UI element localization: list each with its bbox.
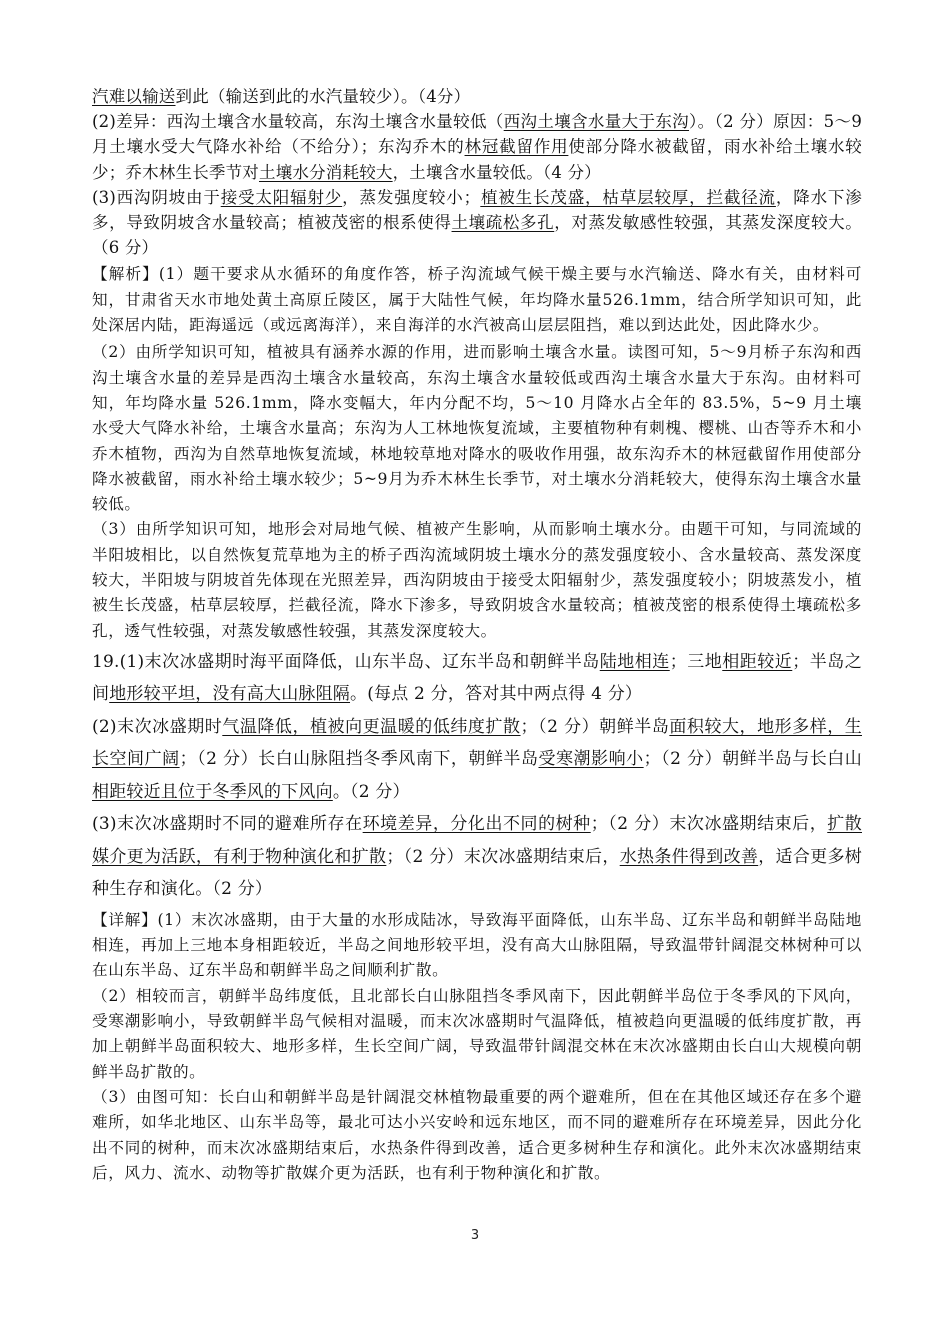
- answer-page: [92, 84, 862, 1186]
- underlined-keypoint: 陆地相连: [599, 651, 670, 672]
- underlined-keypoint: 受寒潮影响小: [538, 749, 644, 770]
- q18-analysis-1: 【解析】(1）题干要求从水循环的角度作答，桥子沟流域气候干燥主要与水汽输送、降水有关，由材料可知，甘肃省天水市地处黄土高原丘陵区，属于大陆性气候，年均降水量526.1mm，结合所学知识可知，此处深居内陆，距海遥远（或远离海洋），来自海洋的水汽被高山层层阻挡，难以到达此处，因此降水少。: [92, 265, 862, 335]
- underlined-keypoint: 水热条件得到改善: [619, 846, 759, 867]
- underlined-keypoint: 林冠截留作用: [464, 137, 569, 157]
- underlined-keypoint: 面积较大，地形多样，生长空间广阔: [92, 716, 862, 770]
- underlined-keypoint: 土壤疏松多孔: [451, 213, 555, 233]
- underlined-keypoint: 汽难以输送: [92, 87, 176, 106]
- q19-detail-1: 【详解】(1）末次冰盛期，由于大量的水形成陆冰，导致海平面降低，山东半岛、辽东半岛和朝鲜半岛陆地相连，再加上三地本身相距较近，半岛之间地形较平坦，没有高大山脉阻隔，导致温带针阔混交林树种可以在山东半岛、辽东半岛和朝鲜半岛之间顺利扩散。: [92, 910, 862, 980]
- underlined-keypoint: 接受太阳辐射少: [220, 187, 343, 207]
- underlined-keypoint: 植被生长茂盛，枯草层较厚，拦截径流: [480, 187, 776, 207]
- q19-answer-1: 19.(1)末次冰盛期时海平面降低，山东半岛、辽东半岛和朝鲜半岛陆地相连；三地相距较近；半岛之间地形较平坦，没有高大山脉阻隔。(每点 2 分，答对其中两点得 4 分）: [92, 651, 862, 705]
- underlined-keypoint: 扩散媒介更为活跃，有利于物种演化和扩散: [92, 814, 862, 867]
- q19-detail-2: （2）相较而言，朝鲜半岛纬度低，且北部长白山脉阻挡冬季风南下，因此朝鲜半岛位于冬季风的下风向，受寒潮影响小，导致朝鲜半岛气候相对温暖，而末次冰盛期时气温降低，植被趋向更温暖的低纬度扩散，再加上朝鲜半岛面积较大、地形多样，生长空间广阔，导致温带针阔混交林在末次冰盛期由长白山大规模向朝鲜半岛扩散的。: [92, 986, 862, 1081]
- underlined-keypoint: 土壤水分消耗较大: [259, 162, 393, 182]
- underlined-keypoint: 西沟土壤含水量大于东沟: [503, 112, 690, 132]
- q18-answer-1-continued: 汽难以输送到此（输送到此的水汽量较少）。（4分）: [92, 87, 471, 106]
- underlined-keypoint: 环境差异，分化出不同的树种: [362, 814, 591, 835]
- underlined-keypoint: 相距较近且位于冬季风的下风向: [92, 781, 333, 802]
- underlined-keypoint: 相距较近: [722, 651, 793, 672]
- q18-answer-3: (3)西沟阴坡由于接受太阳辐射少，蒸发强度较小；植被生长茂盛，枯草层较厚，拦截径流，降水下渗多，导致阴坡含水量较高；植被茂密的根系使得土壤疏松多孔，对蒸发敏感性较强，其蒸发深度较大。（6 分）: [92, 187, 863, 258]
- q18-analysis-3: （3）由所学知识可知，地形会对局地气候、植被产生影响，从而影响土壤水分。由题干可知，与同流域的半阳坡相比，以自然恢复荒草地为主的桥子西沟流域阴坡土壤水分的蒸发强度较小、含水量较高、蒸发深度较大，半阳坡与阴坡首先体现在光照差异，西沟阴坡由于接受太阳辐射少，蒸发强度较小；阴坡蒸发小，植被生长茂盛，枯草层较厚，拦截径流，降水下渗多，导致阴坡含水量较高；植被茂密的根系使得土壤疏松多孔，透气性较强，对蒸发敏感性较强，其蒸发深度较大。: [92, 520, 862, 640]
- q19-answer-3: (3)末次冰盛期时不同的避难所存在环境差异，分化出不同的树种；（2 分）末次冰盛期结束后，扩散媒介更为活跃，有利于物种演化和扩散；（2 分）末次冰盛期结束后，水热条件得到改善，适合更多树种生存和演化。（2 分）: [92, 814, 862, 900]
- q18-answer-2: (2)差异：西沟土壤含水量较高，东沟土壤含水量较低（西沟土壤含水量大于东沟）。（2 分）原因：5～9 月土壤水受大气降水补给（不给分）；东沟乔木的林冠截留作用使部分降水被截留，雨水补给土壤水较少；乔木林生长季节对土壤水分消耗较大，土壤含水量较低。（4 分）: [92, 112, 863, 182]
- q18-analysis-2: （2）由所学知识可知，植被具有涵养水源的作用，进而影响土壤含水量。读图可知，5～9月桥子东沟和西沟土壤含水量的差异是西沟土壤含水量较高，东沟土壤含水量较低或西沟土壤含水量大于东沟。由材料可知，年均降水量 526.1mm，降水变幅大，年内分配不均，5～10 月降水占全年的 83.5%，5~9 月土壤水受大气降水补给，土壤含水量高；东沟为人工林地恢复流域，主要植物种有刺槐、樱桃、山杏等乔木和小乔木植物，西沟为自然草地恢复流域，林地较草地对降水的吸收作用强，故东沟乔木的林冠截留作用使部分降水被截留，雨水补给土壤水较少；5~9月为乔木林生长季节，对土壤水分消耗较大，使得东沟土壤含水量较低。: [92, 343, 862, 514]
- page-number: 3: [470, 1228, 480, 1243]
- q19-answer-2: (2)末次冰盛期时气温降低，植被向更温暖的低纬度扩散；（2 分）朝鲜半岛面积较大，地形多样，生长空间广阔；（2 分）长白山脉阻挡冬季风南下，朝鲜半岛受寒潮影响小；（2 分）朝鲜半岛与长白山相距较近且位于冬季风的下风向。（2 分）: [92, 716, 863, 802]
- underlined-keypoint: 地形较平坦，没有高大山脉阻隔: [109, 684, 351, 705]
- q19-detail-3: （3）由图可知：长白山和朝鲜半岛是针阔混交林植物最重要的两个避难所，但在在其他区域还存在多个避难所，如华北地区、山东半岛等，最北可达小兴安岭和远东地区，而不同的避难所存在环境差异，因此分化出不同的树种，而末次冰盛期结束后，水热条件得到改善，适合更多树种生存和演化。此外末次冰盛期结束后，风力、流水、动物等扩散媒介更为活跃，也有利于物种演化和扩散。: [92, 1087, 862, 1182]
- underlined-keypoint: 气温降低，植被向更温暖的低纬度扩散: [222, 716, 521, 737]
